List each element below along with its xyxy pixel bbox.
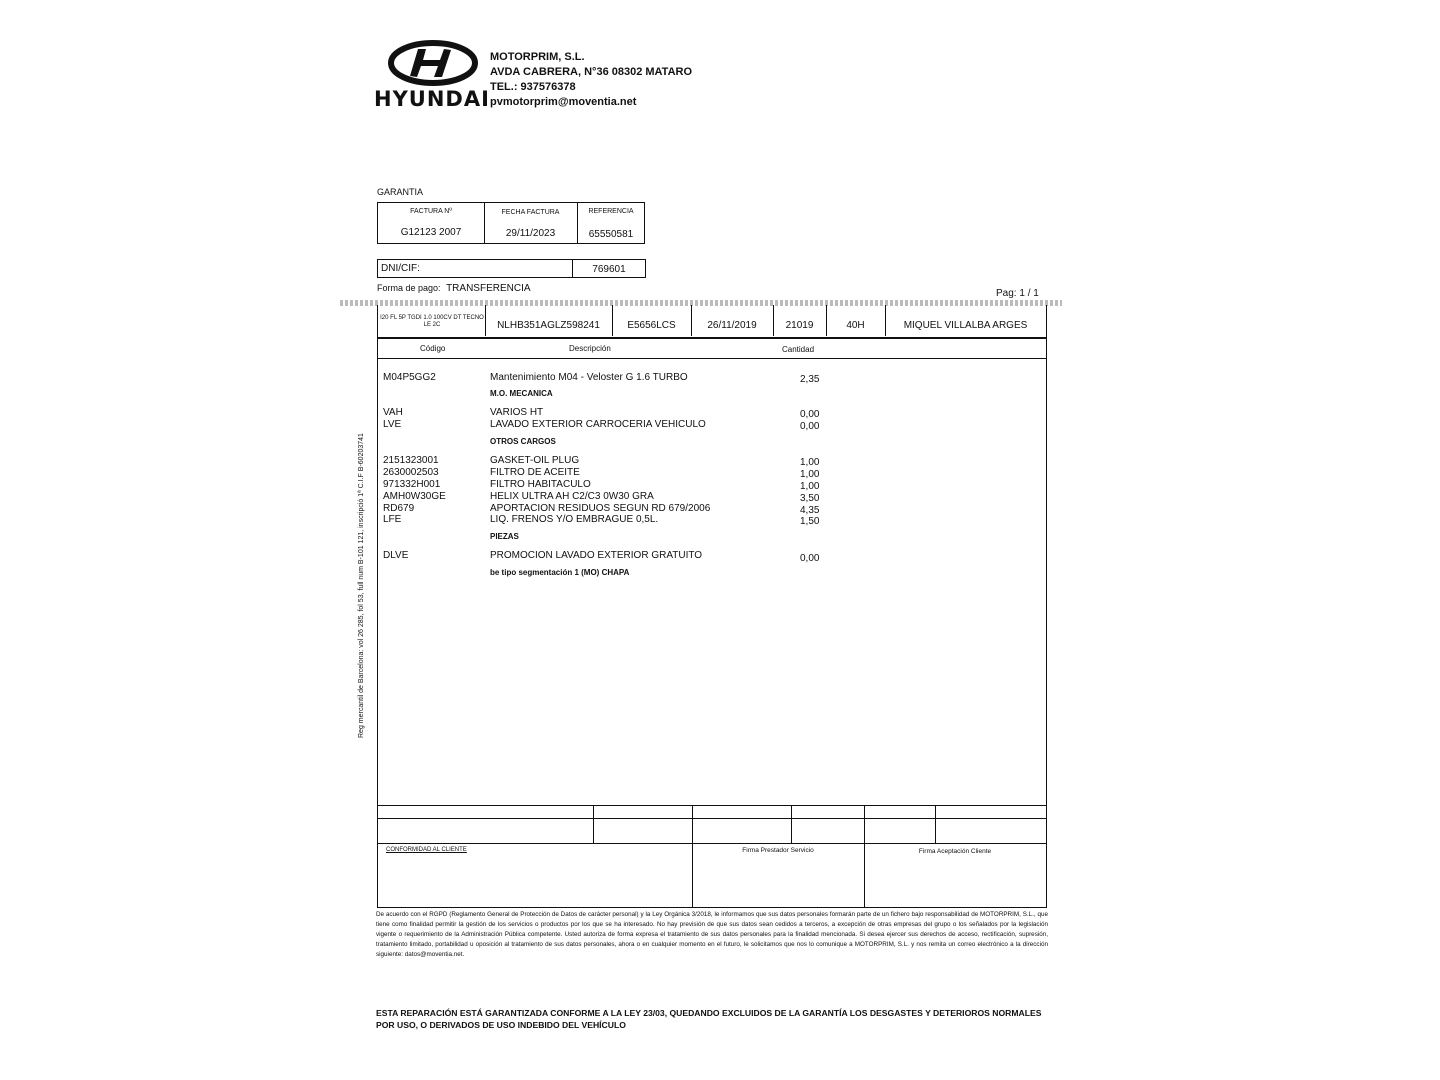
item-description: FILTRO HABITACULO <box>490 479 591 490</box>
item-quantity: 1,50 <box>800 516 820 527</box>
invoice-number: G12123 2007 <box>400 227 462 238</box>
payment-label: Forma de pago: <box>377 283 441 293</box>
item-quantity: 3,50 <box>800 493 820 504</box>
item-code: 2151323001 <box>383 455 439 466</box>
invoice-date: 29/11/2023 <box>505 228 556 239</box>
items-table <box>377 338 1047 908</box>
conformity-label: CONFORMIDAD AL CLIENTE <box>386 847 467 853</box>
dni-value: 769601 <box>592 264 626 275</box>
item-quantity: 4,35 <box>800 505 820 516</box>
company-address: AVDA CABRERA, N°36 08302 MATARO <box>490 66 693 78</box>
page-indicator: Pag: 1 / 1 <box>996 288 1039 299</box>
customer-signature-label: Firma Aceptación Cliente <box>918 848 992 855</box>
dni-box <box>377 259 646 278</box>
item-quantity: 0,00 <box>800 421 820 432</box>
item-description: HELIX ULTRA AH C2/C3 0W30 GRA <box>490 491 654 502</box>
section-heading: PIEZAS <box>490 532 519 541</box>
warranty-notice: ESTA REPARACIÓN ESTÁ GARANTIZADA CONFORME A LA LEY 23/03, QUEDANDO EXCLUIDOS DE LA GARANTÍA LOS DESGASTES Y DETERIOROS NORMALES POR USO, O DERIVADOS DE USO INDEBIDO DEL VEHÍCULO <box>376 1008 1042 1030</box>
service-provider-signature-label: Firma Prestador Servicio <box>742 847 814 854</box>
item-quantity: 1,00 <box>800 469 820 480</box>
hyundai-logo-icon <box>388 40 478 86</box>
item-code: DLVE <box>383 550 409 561</box>
vehicle-km: 21019 <box>785 320 814 331</box>
company-info <box>490 50 692 110</box>
section-heading: M.O. MECANICA <box>490 389 553 398</box>
brand-wordmark: HYUNDAI <box>374 87 490 111</box>
item-quantity: 0,00 <box>800 553 820 564</box>
item-description: GASKET-OIL PLUG <box>490 455 580 466</box>
document-type-label: GARANTIA <box>377 187 424 197</box>
item-code: AMH0W30GE <box>383 491 446 502</box>
item-quantity: 2,35 <box>800 374 820 385</box>
vehicle-model: I20 FL 5P TGDI 1.0 100CV DT TECNO LE 2C <box>380 315 484 328</box>
item-code: 971332H001 <box>383 479 441 490</box>
description-header: Descripción <box>569 344 611 353</box>
item-code: LVE <box>383 419 402 430</box>
item-code: LFE <box>383 514 402 525</box>
item-description: APORTACION RESIDUOS SEGUN RD 679/2006 <box>490 503 711 514</box>
item-code: VAH <box>383 407 403 418</box>
company-phone: TEL.: 937576378 <box>490 81 576 93</box>
item-description: Mantenimiento M04 - Veloster G 1.6 TURBO <box>490 372 688 383</box>
registry-info: Reg mercantil de Barcelona: vol 26 285, fol 53, full num B-101 121, inscripció 1ª C.I.F B-60203741 <box>358 433 365 738</box>
vehicle-plate: E5656LCS <box>627 320 676 331</box>
item-quantity: 0,00 <box>800 409 820 420</box>
vehicle-vin: NLHB351AGLZ598241 <box>497 320 600 331</box>
item-quantity: 1,00 <box>800 457 820 468</box>
privacy-notice: De acuerdo con el RGPD (Reglamento General de Protección de Datos de carácter personal) y la Ley Orgánica 3/2018, le informamos que sus datos personales formarán parte de un fichero bajo responsabilidad de MOTORPRIM, S.L., que tiene como finalidad permitir la gestión de los servicios o productos por los que se ha interesado. No hay previsión de que sus datos sean cedidos a terceros, a excepción de otras empresas del grupo o los señalados por la legislación vigente o requerimiento de la Administración Pública competente. Usted autoriza de forma expresa el tratamiento de sus datos personales para la finalidad mencionada. Si desea ejercer sus derechos de acceso, rectificación, supresión, tratamiento limitado, portabilidad u oposición al tratamiento de sus datos personales, ahora o en cualquier momento en el futuro, le solicitamos que nos lo comunique a MOTORPRIM, S.L. y nos remita un correo electrónico a la dirección siguiente: datos@moventia.net. <box>376 911 1048 958</box>
item-description: PROMOCION LAVADO EXTERIOR GRATUITO <box>490 550 703 561</box>
reference-number: 65550581 <box>588 229 634 240</box>
section-heading: OTROS CARGOS <box>490 437 556 446</box>
vehicle-hours: 40H <box>846 320 865 331</box>
segmentation-note: be tipo segmentación 1 (MO) CHAPA <box>490 568 630 577</box>
item-description: FILTRO DE ACEITE <box>490 467 580 478</box>
company-name: MOTORPRIM, S.L. <box>490 51 585 63</box>
item-description: VARIOS HT <box>490 407 544 418</box>
quantity-header: Cantidad <box>782 345 815 354</box>
dni-label: DNI/CIF: <box>381 263 420 274</box>
reference-header: REFERENCIA <box>588 208 634 215</box>
payment-value: TRANSFERENCIA <box>446 283 531 294</box>
item-code: M04P5GG2 <box>383 372 436 383</box>
company-email: pvmotorprim@moventia.net <box>490 96 637 108</box>
invoice-number-header: FACTURA Nº <box>410 208 452 215</box>
vehicle-customer: MIQUEL VILLALBA ARGES <box>903 320 1028 331</box>
vehicle-row <box>377 305 1047 338</box>
payment-method <box>377 283 531 294</box>
item-code: 2630002503 <box>383 467 439 478</box>
vehicle-registration-date: 26/11/2019 <box>707 320 757 331</box>
code-header: Código <box>420 344 446 353</box>
item-quantity: 1,00 <box>800 481 820 492</box>
item-description: LAVADO EXTERIOR CARROCERIA VEHICULO <box>490 419 706 430</box>
item-description: LIQ. FRENOS Y/O EMBRAGUE 0,5L. <box>490 514 659 525</box>
invoice-date-header: FECHA FACTURA <box>501 209 560 216</box>
item-code: RD679 <box>383 503 415 514</box>
invoice-box <box>377 202 645 244</box>
